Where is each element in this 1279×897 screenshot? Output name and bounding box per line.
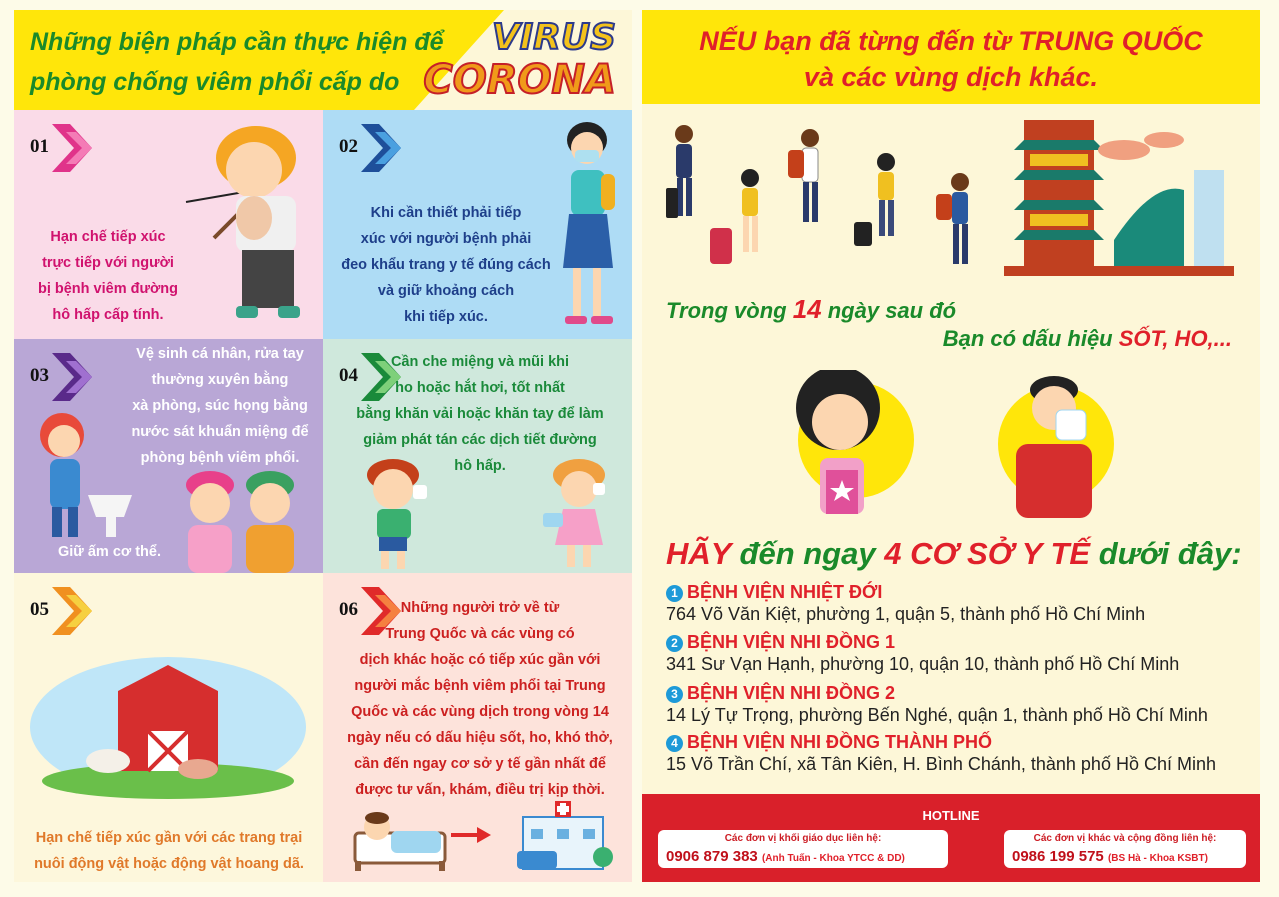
- chevron-icon: [52, 587, 98, 635]
- chevron-icon: [52, 353, 98, 401]
- hospital-address: 15 Võ Trần Chí, xã Tân Kiên, H. Bình Chánh, thành phố Hồ Chí Minh: [666, 754, 1216, 774]
- symptoms-text: Bạn có dấu hiệu: [942, 326, 1119, 351]
- measure-text-line: nước sát khuẩn miệng để: [131, 424, 309, 440]
- measure-text-line: nuôi động vật hoặc động vật hoang dã.: [34, 856, 304, 872]
- measure-01-card: [14, 110, 323, 339]
- measure-text: [120, 341, 320, 471]
- measure-text-line: Quốc và các vùng dịch trong vòng 14: [351, 704, 609, 720]
- measures-panel: [14, 10, 632, 882]
- handwashing-girl-icon: [32, 405, 142, 539]
- logo-virus: VIRUS: [491, 17, 616, 58]
- measure-text-line: hô hấp cấp tính.: [52, 307, 164, 323]
- sneezing-man-icon: [996, 370, 1136, 520]
- measure-text-line: xà phòng, súc họng bằng: [132, 398, 308, 414]
- measure-02-card: [323, 110, 632, 339]
- measure-text: [331, 200, 561, 330]
- call-text: HÃY: [666, 536, 731, 571]
- hotline-community-phone[interactable]: 0986 199 575: [1012, 848, 1104, 865]
- hotline-education-label: Các đơn vị khối giáo dục liên hệ:: [724, 833, 882, 844]
- symptoms-text: Trong vòng: [666, 298, 793, 323]
- symptoms-line-1: [666, 294, 1226, 325]
- measure-extra-text: Giữ ấm cơ thể.: [58, 544, 162, 560]
- measure-text-line: Cần che miệng và mũi khi: [390, 354, 570, 370]
- title-line-1: Những biện pháp cần thực hiện để: [30, 28, 444, 56]
- hospital-item: [666, 632, 1179, 675]
- hotline-title: HOTLINE: [922, 808, 980, 823]
- left-header: [14, 10, 632, 110]
- measure-text-line: và giữ khoảng cách: [377, 283, 515, 299]
- coughing-boy-icon: [184, 118, 314, 334]
- symptoms-signs: SỐT, HO,...: [1118, 326, 1232, 351]
- measure-text-line: cần đến ngay cơ sở y tế gần nhất để: [354, 756, 606, 772]
- travelers-icon: [664, 118, 1004, 278]
- chevron-icon: [361, 124, 407, 172]
- measure-number: 06: [339, 599, 358, 620]
- measure-number: 04: [339, 365, 358, 386]
- measure-text-line: Khi cần thiết phải tiếp: [370, 205, 522, 221]
- measure-text-line: bị bệnh viêm đường: [37, 281, 179, 297]
- advice-panel: [642, 10, 1260, 882]
- arrow-right-icon: [449, 825, 493, 845]
- measure-text-line: trực tiếp với người: [42, 255, 174, 271]
- call-text: dưới đây:: [1090, 536, 1242, 571]
- hospital-number: 1: [666, 585, 683, 602]
- hospital-name: BỆNH VIỆN NHIỆT ĐỚI: [687, 582, 883, 602]
- measure-text-line: Vệ sinh cá nhân, rửa tay: [136, 346, 304, 362]
- hospital-name: BỆNH VIỆN NHI ĐỒNG 2: [687, 683, 896, 703]
- hotline-education-contact: [666, 848, 905, 865]
- chevron-icon: [52, 124, 98, 172]
- virus-corona-logo: [423, 17, 616, 103]
- right-header: [642, 10, 1260, 104]
- measure-text-line: Hạn chế tiếp xúc: [50, 229, 166, 245]
- right-header-line-2: và các vùng dịch khác.: [803, 62, 1099, 92]
- measure-text-line: khi tiếp xúc.: [404, 309, 488, 325]
- measure-text-line: dịch khác hoặc có tiếp xúc gần với: [359, 652, 601, 668]
- measure-number: 02: [339, 136, 358, 157]
- symptoms-line-2: [642, 326, 1232, 352]
- measure-text-line: phòng bệnh viêm phổi.: [140, 450, 300, 466]
- measure-text-line: ngày nếu có dấu hiệu sốt, ho, khó thở,: [347, 730, 613, 746]
- logo-corona: CORONA: [423, 57, 616, 103]
- measure-06-card: [323, 573, 632, 882]
- hotline-community-person: (BS Hà - Khoa KSBT): [1107, 853, 1208, 864]
- measure-text: [18, 224, 198, 328]
- measure-text-line: Hạn chế tiếp xúc gần với các trang trại: [35, 830, 303, 846]
- symptoms-text: ngày sau đó: [821, 298, 957, 323]
- measure-text-line: Những người trở về từ: [400, 600, 560, 616]
- measure-number: 05: [30, 599, 49, 620]
- hospital-address: 764 Võ Văn Kiệt, phường 1, quận 5, thành phố Hồ Chí Minh: [666, 604, 1146, 624]
- measure-05-card: [14, 573, 323, 882]
- hotline-community-label: Các đơn vị khác và cộng đồng liên hệ:: [1033, 833, 1217, 844]
- hotline-education-box: [658, 830, 948, 868]
- measure-text-line: Trung Quốc và các vùng có: [385, 626, 575, 642]
- call-to-action: [666, 536, 1242, 572]
- sick-child-in-bed-icon: [351, 803, 451, 873]
- chinese-pagoda-icon: [1004, 110, 1234, 280]
- measure-number: 01: [30, 136, 49, 157]
- hospital-number: 4: [666, 735, 683, 752]
- measure-text-line: xúc với người bệnh phải: [360, 231, 532, 247]
- hotline-education-phone[interactable]: 0906 879 383: [666, 848, 758, 865]
- sneezing-boy-icon: [343, 457, 453, 571]
- sad-woman-icon: [782, 370, 922, 520]
- hotline-bar: [642, 794, 1260, 882]
- right-header-line-1: NẾU bạn đã từng đến từ TRUNG QUỐC: [699, 26, 1203, 56]
- measure-text-line: ho hoặc hắt hơi, tốt nhất: [395, 380, 565, 396]
- title-line-2: phòng chống viêm phổi cấp do: [30, 68, 400, 96]
- measure-text-line: được tư vấn, khám, điều trị kịp thời.: [355, 782, 605, 798]
- measure-text: [20, 825, 318, 877]
- measure-text-line: đeo khẩu trang y tế đúng cách: [341, 257, 551, 273]
- masked-girl-icon: [551, 118, 627, 334]
- call-text: 4 CƠ SỞ Y TẾ: [884, 536, 1091, 571]
- hotline-community-box: [1004, 830, 1246, 868]
- measure-text-line: giảm phát tán các dịch tiết đường: [363, 432, 597, 448]
- hospital-number: 2: [666, 635, 683, 652]
- measure-text-line: người mắc bệnh viêm phổi tại Trung: [354, 678, 606, 694]
- call-text: đến ngay: [730, 536, 885, 571]
- measure-number: 03: [30, 365, 49, 386]
- measure-text-line: hô hấp.: [454, 458, 506, 474]
- sneezing-girl-icon: [533, 457, 629, 571]
- hospital-item: [666, 683, 1208, 726]
- measure-text-line: bằng khăn vải hoặc khăn tay để làm: [356, 406, 604, 422]
- hospital-address: 14 Lý Tự Trọng, phường Bến Nghé, quận 1, thành phố Hồ Chí Minh: [666, 705, 1208, 725]
- hospital-name: BỆNH VIỆN NHI ĐỒNG THÀNH PHỐ: [687, 732, 993, 752]
- measure-03-card: [14, 339, 323, 573]
- hospital-number: 3: [666, 686, 683, 703]
- kids-in-winter-clothes-icon: [174, 469, 314, 573]
- measure-04-card: [323, 339, 632, 573]
- hospital-name: BỆNH VIỆN NHI ĐỒNG 1: [687, 632, 896, 652]
- hospital-item: [666, 582, 1145, 625]
- left-header-title: [30, 22, 450, 102]
- hospital-address: 341 Sư Vạn Hạnh, phường 10, quận 10, thành phố Hồ Chí Minh: [666, 654, 1180, 674]
- hotline-community-contact: [1012, 848, 1208, 865]
- hotline-education-person: (Anh Tuấn - Khoa YTCC & DD): [761, 853, 905, 864]
- farm-barn-icon: [28, 631, 308, 801]
- symptoms-days: 14: [792, 294, 822, 324]
- measure-text-line: thường xuyên bằng: [151, 372, 289, 388]
- hospital-item: [666, 732, 1216, 775]
- hospital-building-icon: [507, 795, 617, 875]
- measure-text: [335, 595, 625, 803]
